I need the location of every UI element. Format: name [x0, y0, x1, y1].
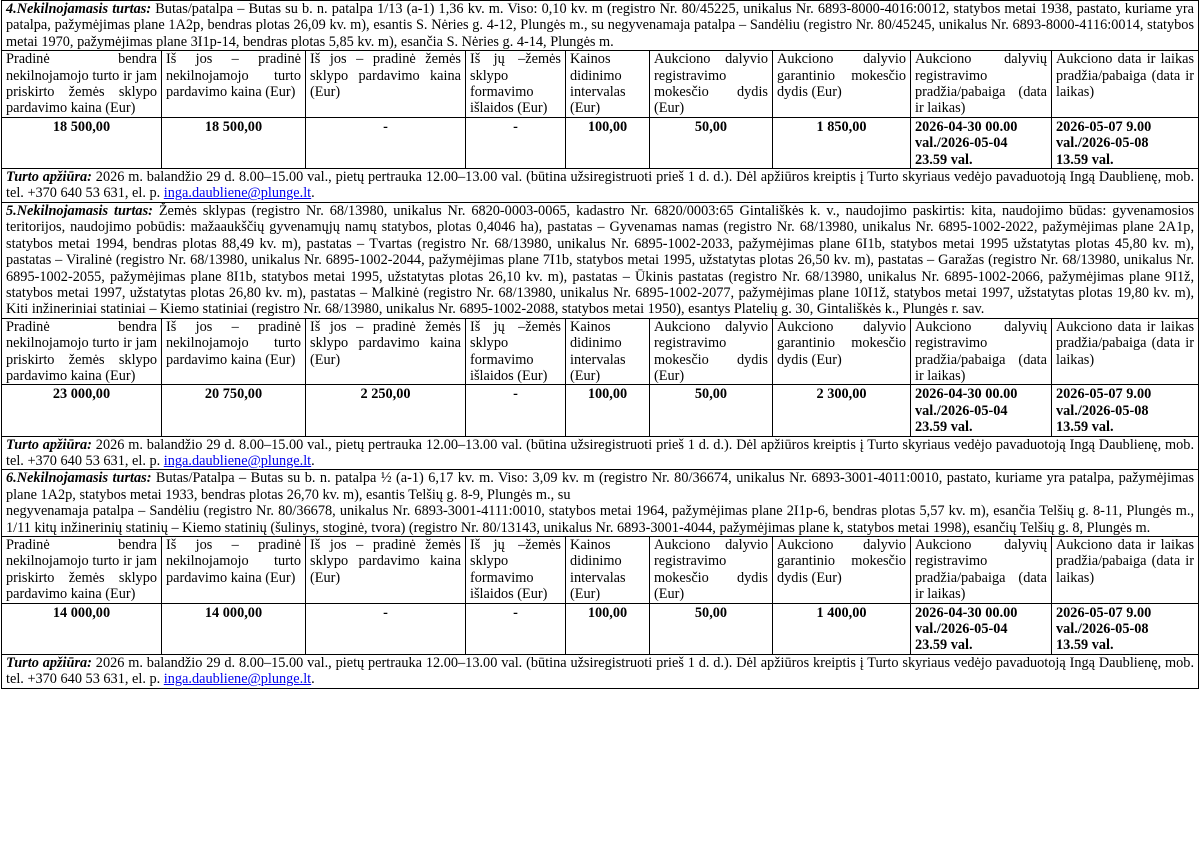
section-4-values-row [2, 117, 1199, 168]
section-6-text: Butas/Patalpa – Butas su b. n. patalpa ½ (a-1) 6,17 kv. m. Viso: 3,09 kv. m (registro Nr. 80/36674, unikalus Nr. 6893-3001-4011:0010, pastato, kuriame yra patalpa, pažymėjimas plane 1A2p, statybos metai 1933, bendras plotas 26,70 kv. m), esantis Telšių g. 8-9, Plungės m., su [6, 470, 1195, 503]
reg-date-line: 2026-04-30 00.00 [915, 118, 1018, 135]
auction-date-line: 13.59 val. [1056, 637, 1114, 654]
auction-date-line: 2026-05-07 9.00 [1056, 386, 1152, 403]
value-guarantee-fee: 1 850,00 [773, 117, 911, 168]
section-5-lead: 5.Nekilnojamasis turtas: [6, 202, 153, 219]
section-5-inspection-row [2, 436, 1199, 470]
value-price-increment: 100,00 [566, 603, 650, 654]
section-5-description-row [2, 202, 1199, 318]
section-5-values-row [2, 385, 1199, 436]
reg-date-line: 2026-04-30 00.00 [915, 604, 1018, 621]
section-4-header-row [2, 51, 1199, 118]
auction-date-line: 13.59 val. [1056, 419, 1114, 436]
header-registration-fee: Aukciono dalyvio registravimo mokesčio dydis (Eur) [650, 51, 773, 118]
value-land-price: - [306, 603, 466, 654]
email-link[interactable]: inga.daubliene@plunge.lt [163, 185, 312, 202]
value-auction-period [1052, 117, 1199, 168]
header-land-price: Iš jos – pradinė žemės sklypo pardavimo kaina (Eur) [306, 51, 466, 118]
value-property-price: 14 000,00 [162, 603, 306, 654]
header-land-formation-costs: Iš jų –žemės sklypo formavimo išlaidos (Eur) [466, 537, 566, 604]
header-property-price: Iš jos – pradinė nekilnojamojo turto pardavimo kaina (Eur) [162, 51, 306, 118]
email-link[interactable]: inga.daubliene@plunge.lt [163, 671, 312, 688]
header-auction-period: Aukciono data ir laikas pradžia/pabaiga (data ir laikas) [1052, 537, 1199, 604]
value-land-formation-costs: - [466, 117, 566, 168]
inspection-lead: Turto apžiūra: [6, 654, 92, 671]
inspection-lead: Turto apžiūra: [6, 436, 92, 453]
header-total-price: Pradinė bendra nekilnojamojo turto ir jam priskirto žemės sklypo pardavimo kaina (Eur) [2, 51, 162, 118]
value-registration-period [911, 385, 1052, 436]
value-registration-period [911, 603, 1052, 654]
section-4-description-row [2, 1, 1199, 51]
section-6-values-row [2, 603, 1199, 654]
auction-table [1, 0, 1199, 689]
section-4-inspection [2, 169, 1199, 203]
header-land-formation-costs: Iš jų –žemės sklypo formavimo išlaidos (Eur) [466, 318, 566, 385]
value-registration-fee: 50,00 [650, 117, 773, 168]
header-price-increment: Kainos didinimo intervalas (Eur) [566, 537, 650, 604]
section-4-inspection-row [2, 169, 1199, 203]
header-guarantee-fee: Aukciono dalyvio garantinio mokesčio dydis (Eur) [773, 318, 911, 385]
section-5-inspection [2, 436, 1199, 470]
header-property-price: Iš jos – pradinė nekilnojamojo turto pardavimo kaina (Eur) [162, 537, 306, 604]
inspection-text: 2026 m. balandžio 29 d. 8.00–15.00 val., pietų pertrauka 12.00–13.00 val. (būtina užsiregistruoti prieš 1 d. d.). Dėl apžiūros kreiptis į Turto skyriaus vedėjo pavaduotoją Ingą Daublienę, mob. tel. +370 640 53 631, el. p. [6, 654, 1195, 688]
reg-date-line: 2026-04-30 00.00 [915, 386, 1018, 403]
section-6-lead: 6.Nekilnojamasis turtas: [6, 470, 152, 487]
value-land-formation-costs: - [466, 603, 566, 654]
section-5-text: Žemės sklypas (registro Nr. 68/13980, unikalus Nr. 6820-0003-0065, kadastro Nr. 6820/0003:65 Gintališkės k. v., naudojimo paskirtis: kita, naudojimo būdas: gyvenamosios teritorijos, naudojimo pobūdis: mažaaukščių gyvenamųjų namų statybos, plotas 0,4046 ha), pastatas – Gyvenamas namas (registro Nr. 68/13980, unikalus Nr. 6895-1002-2022, pažymėjimas plane 2A1p, statybos metai 1994, bendras plotas 88,49 kv. m), pastatas – Tvartas (registro Nr. 68/13980, unikalus Nr. 6895-1002-2033, pažymėjimas plane 6I1b, statybos metai 1995 užstatytas plotas 45,80 kv. m), pastatas – Viralinė (registro Nr. 68/13980, unikalus Nr. 6895-1002-2044, pažymėjimas plane 7I1b, statybos metai 1995, užstatytas plotas 26,50 kv. m), pastatas – Garažas (registro Nr. 68/13980, unikalus Nr. 6895-1002-2055, pažymėjimas plane 8I1b, statybos metai 1995, užstatytas plotas 26,10 kv. m), pastatas – Ūkinis pastatas (registro Nr. 68/13980, unikalus Nr. 6895-1002-2066, pažymėjimas plane 9I1ž, statybos metai 1997, užstatytas plotas 26,80 kv. m), pastatas – Malkinė (registro Nr. 68/13980, unikalus Nr. 6895-1002-2077, pažymėjimas plane 10I1ž, statybos metai 1997, užstatytas plotas 19,80 kv. m), Kiti inžineriniai statiniai – Kiemo statiniai (registro Nr. 68/13980, unikalus Nr. 6895-1002-2088, statybos metai 1950), esantys Platelių g. 30, Gintališkės k., Plungės r. sav. [6, 202, 1195, 318]
auction-date-line: val./2026-05-08 [1056, 135, 1149, 152]
header-registration-period: Aukciono dalyvių registravimo pradžia/pabaiga (data ir laikas) [911, 537, 1052, 604]
header-registration-period: Aukciono dalyvių registravimo pradžia/pabaiga (data ir laikas) [911, 51, 1052, 118]
header-price-increment: Kainos didinimo intervalas (Eur) [566, 51, 650, 118]
inspection-tail: . [311, 671, 315, 688]
header-land-formation-costs: Iš jų –žemės sklypo formavimo išlaidos (Eur) [466, 51, 566, 118]
reg-date-line: 23.59 val. [915, 637, 973, 654]
value-registration-period [911, 117, 1052, 168]
auction-date-line: 2026-05-07 9.00 [1056, 604, 1152, 621]
auction-date-line: val./2026-05-08 [1056, 402, 1149, 419]
header-total-price: Pradinė bendra nekilnojamojo turto ir jam priskirto žemės sklypo pardavimo kaina (Eur) [2, 318, 162, 385]
header-auction-period: Aukciono data ir laikas pradžia/pabaiga (data ir laikas) [1052, 51, 1199, 118]
reg-date-line: 23.59 val. [915, 419, 973, 436]
header-registration-fee: Aukciono dalyvio registravimo mokesčio dydis (Eur) [650, 537, 773, 604]
inspection-text: 2026 m. balandžio 29 d. 8.00–15.00 val., pietų pertrauka 12.00–13.00 val. (būtina užsiregistruoti prieš 1 d. d.). Dėl apžiūros kreiptis į Turto skyriaus vedėjo pavaduotoją Ingą Daublienę, mob. tel. +370 640 53 631, el. p. [6, 169, 1195, 202]
value-total-price: 23 000,00 [2, 385, 162, 436]
header-guarantee-fee: Aukciono dalyvio garantinio mokesčio dydis (Eur) [773, 51, 911, 118]
auction-date-line: 13.59 val. [1056, 151, 1114, 168]
reg-date-line: val./2026-05-04 [915, 135, 1008, 152]
header-price-increment: Kainos didinimo intervalas (Eur) [566, 318, 650, 385]
value-land-price: - [306, 117, 466, 168]
section-5-description [2, 202, 1199, 318]
section-6-inspection-row [2, 654, 1199, 688]
header-registration-fee: Aukciono dalyvio registravimo mokesčio dydis (Eur) [650, 318, 773, 385]
auction-date-line: val./2026-05-08 [1056, 621, 1149, 638]
value-price-increment: 100,00 [566, 117, 650, 168]
auction-document [1, 0, 1198, 689]
inspection-lead: Turto apžiūra: [6, 169, 92, 186]
section-5-header-row [2, 318, 1199, 385]
value-price-increment: 100,00 [566, 385, 650, 436]
value-registration-fee: 50,00 [650, 603, 773, 654]
auction-date-line: 2026-05-07 9.00 [1056, 118, 1152, 135]
section-6-text-continued: negyvenamaja patalpa – Sandėliu (registro Nr. 80/36678, unikalus Nr. 6893-3001-4111:0010, statybos metai 1964, pažymėjimas plane 2I1p-6, bendras plotas 5,57 kv. m), esančia Telšių g. 8-11, Plungės m., 1/11 kitų inžinerinių statinių – Kiemo statinių (šulinys, stoginė, tvora) (registro Nr. 80/13143, unikalus Nr. 6893-3001-4044, pažymėjimas plane k, statybos metai 1998), esančių Telšių g. 8, Plungės m. [6, 503, 1195, 536]
reg-date-line: val./2026-05-04 [915, 402, 1008, 419]
value-guarantee-fee: 1 400,00 [773, 603, 911, 654]
value-property-price: 18 500,00 [162, 117, 306, 168]
reg-date-line: 23.59 val. [915, 151, 973, 168]
reg-date-line: val./2026-05-04 [915, 621, 1008, 638]
value-land-price: 2 250,00 [306, 385, 466, 436]
section-4-text: Butas/patalpa – Butas su b. n. patalpa 1/13 (a-1) 1,36 kv. m. Viso: 0,10 kv. m (registro Nr. 80/45225, unikalus Nr. 6893-8000-4016:0012, statybos metai 1938, pastato, kuriame yra patalpa, pažymėjimas plane 1A2p, bendras plotas 26,09 kv. m), esantis S. Nėries g. 4-12, Plungės m., su negyvenamaja patalpa – Sandėliu (registro Nr. 80/45245, unikalus Nr. 6893-8000-4116:0014, statybos metai 1970, pažymėjimas plane 3I1p-14, bendras plotas 5,85 kv. m), esančia S. Nėries g. 4-14, Plungės m. [6, 1, 1195, 50]
email-link[interactable]: inga.daubliene@plunge.lt [163, 452, 312, 469]
section-4-description [2, 1, 1199, 51]
inspection-tail: . [311, 452, 315, 469]
inspection-tail: . [311, 185, 315, 202]
section-6-inspection [2, 654, 1199, 688]
value-property-price: 20 750,00 [162, 385, 306, 436]
value-land-formation-costs: - [466, 385, 566, 436]
value-auction-period [1052, 603, 1199, 654]
inspection-text: 2026 m. balandžio 29 d. 8.00–15.00 val., pietų pertrauka 12.00–13.00 val. (būtina užsiregistruoti prieš 1 d. d.). Dėl apžiūros kreiptis į Turto skyriaus vedėjo pavaduotoją Ingą Daublienę, mob. tel. +370 640 53 631, el. p. [6, 436, 1195, 469]
value-total-price: 18 500,00 [2, 117, 162, 168]
header-auction-period: Aukciono data ir laikas pradžia/pabaiga (data ir laikas) [1052, 318, 1199, 385]
header-registration-period: Aukciono dalyvių registravimo pradžia/pabaiga (data ir laikas) [911, 318, 1052, 385]
section-6-description-row [2, 470, 1199, 537]
value-total-price: 14 000,00 [2, 603, 162, 654]
section-4-lead: 4.Nekilnojamasis turtas: [6, 1, 152, 17]
header-total-price: Pradinė bendra nekilnojamojo turto ir jam priskirto žemės sklypo pardavimo kaina (Eur) [2, 537, 162, 604]
value-registration-fee: 50,00 [650, 385, 773, 436]
value-guarantee-fee: 2 300,00 [773, 385, 911, 436]
value-auction-period [1052, 385, 1199, 436]
header-property-price: Iš jos – pradinė nekilnojamojo turto pardavimo kaina (Eur) [162, 318, 306, 385]
header-guarantee-fee: Aukciono dalyvio garantinio mokesčio dydis (Eur) [773, 537, 911, 604]
section-6-description [2, 470, 1199, 537]
header-land-price: Iš jos – pradinė žemės sklypo pardavimo kaina (Eur) [306, 318, 466, 385]
section-6-header-row [2, 537, 1199, 604]
header-land-price: Iš jos – pradinė žemės sklypo pardavimo kaina (Eur) [306, 537, 466, 604]
